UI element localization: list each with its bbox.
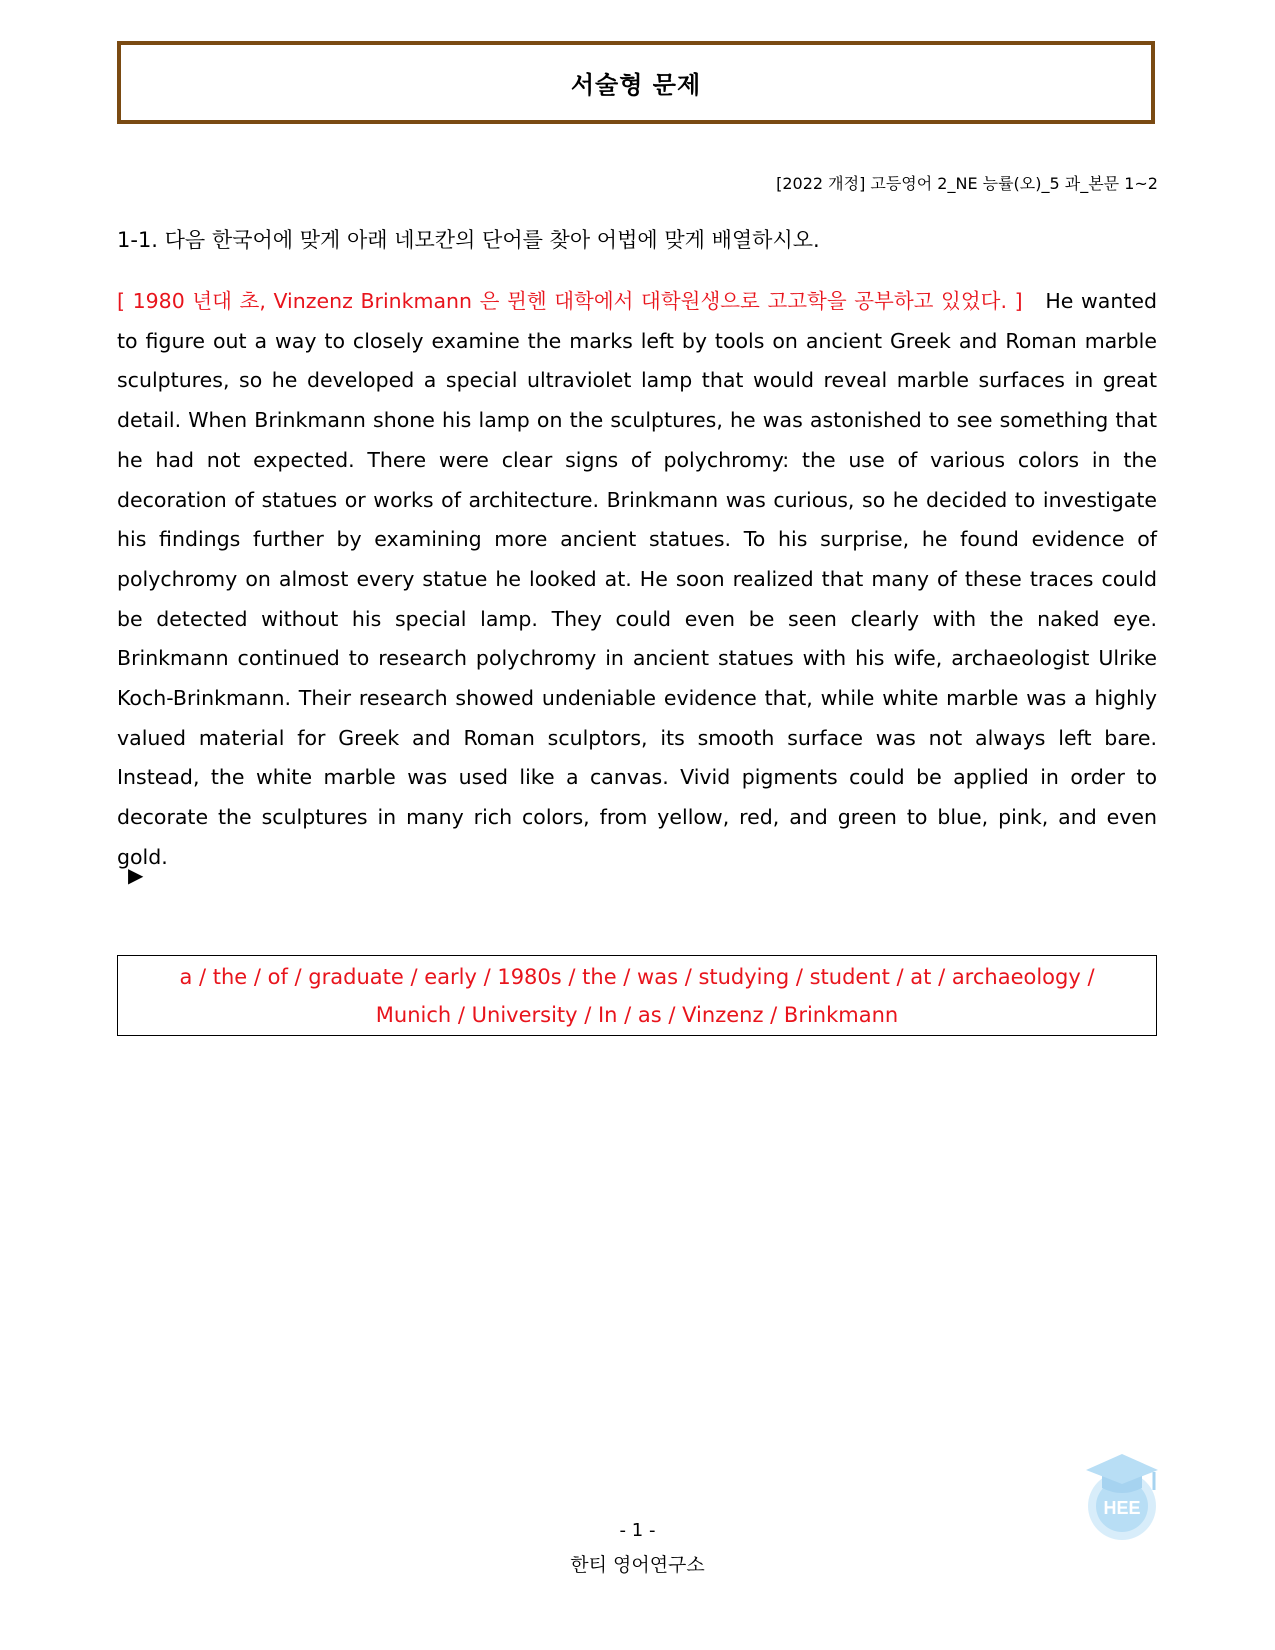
question-text: 1-1. 다음 한국어에 맞게 아래 네모칸의 단어를 찾아 어법에 맞게 배열하시오. xyxy=(117,228,820,252)
word-box xyxy=(117,955,1157,1036)
publisher-name: 한티 영어연구소 xyxy=(570,1554,705,1576)
hee-logo xyxy=(1080,1450,1164,1542)
answer-arrow-icon: ▶ xyxy=(128,863,144,887)
logo-text: HEE xyxy=(1103,1498,1141,1518)
page-number: - 1 - xyxy=(619,1520,656,1541)
source-label: [2022 개정] 고등영어 2_NE 능률(오)_5 과_본문 1~2 xyxy=(776,174,1158,193)
word-box-line: Munich / University / In / as / Vinzenz / Brinkmann xyxy=(375,1002,899,1027)
title-box xyxy=(117,41,1155,124)
word-box-line: a / the / of / graduate / early / 1980s / the / was / studying / student / at / archaeology / xyxy=(179,964,1095,989)
passage-body: He wanted to figure out a way to closely examine the marks left by tools on ancient Greek and Roman marble sculptures, so he developed a special ultraviolet lamp that would reveal marble surfaces in great detail. When Brinkmann shone his lamp on the sculptures, he was astonished to see something that he had not expected. There were clear signs of polychromy: the use of various colors in the decoration of statues or works of architecture. Brinkmann was curious, so he decided to investigate his findings further by examining more ancient statues. To his surprise, he found evidence of polychromy on almost every statue he looked at. He soon realized that many of these traces could be detected without his special lamp. They could even be seen clearly with the naked eye. Brinkmann continued to research polychromy in ancient statues with his wife, archaeologist Ulrike Koch-Brinkmann. Their research showed undeniable evidence that, while white marble was a highly valued material for Greek and Roman sculptors, its smooth surface was not always left bare. Instead, the white marble was used like a canvas. Vivid pigments could be applied in order to decorate the sculptures in many rich colors, from yellow, red, and green to blue, pink, and even gold. xyxy=(117,289,1157,869)
korean-prompt: [ 1980 년대 초, Vinzenz Brinkmann 은 뮌헨 대학에서 대학원생으로 고고학을 공부하고 있었다. ] xyxy=(117,289,1023,313)
page-title: 서술형 문제 xyxy=(570,71,702,99)
passage xyxy=(117,282,1157,878)
